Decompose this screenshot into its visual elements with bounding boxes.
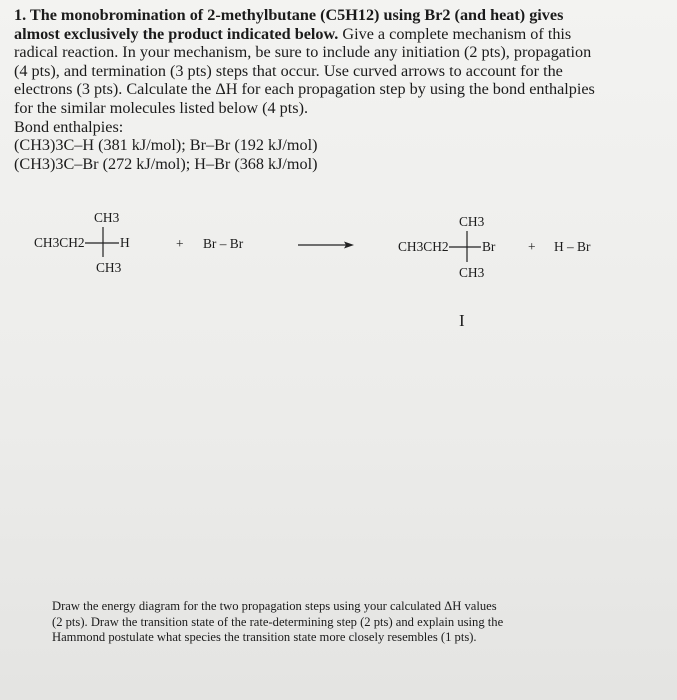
- reagent-bromine: Br – Br: [203, 236, 244, 251]
- product-top-methyl: CH3: [459, 214, 485, 229]
- question-line-4: (4 pts), and termination (3 pts) steps that occur. Use curved arrows to account for the: [14, 61, 563, 80]
- reactant-hydrogen: H: [120, 235, 130, 250]
- question-line-6: for the similar molecules listed below (4 pts).: [14, 98, 309, 117]
- question-line-2-rest: Give a complete mechanism of this: [338, 24, 572, 43]
- reactant-bottom-methyl: CH3: [96, 260, 122, 275]
- reactant-top-methyl: CH3: [94, 210, 120, 225]
- product-label: I: [459, 311, 465, 330]
- product-bromine: Br: [482, 239, 496, 254]
- footer-line-2: (2 pts). Draw the transition state of the rate-determining step (2 pts) and explain using the: [52, 614, 504, 629]
- product-bottom-methyl: CH3: [459, 265, 485, 280]
- plus-sign-2: +: [528, 239, 536, 254]
- question-line-2-bold: almost exclusively the product indicated below.: [14, 24, 339, 43]
- bond-enthalpies-header: Bond enthalpies:: [14, 117, 124, 136]
- question-line-1: 1. The monobromination of 2-methylbutane (C5H12) using Br2 (and heat) gives: [14, 6, 564, 24]
- question-line-5: electrons (3 pts). Calculate the ΔH for each propagation step by using the bond enthalpies: [14, 80, 595, 99]
- energy-diagram-instructions: [52, 599, 592, 646]
- plus-sign-1: +: [176, 236, 184, 251]
- question-line-3: radical reaction. In your mechanism, be sure to include any initiation (2 pts), propagation: [14, 43, 592, 62]
- bond-enthalpy-line-2: (CH3)3C–Br (272 kJ/mol); H–Br (368 kJ/mol): [14, 154, 318, 173]
- bond-enthalpy-line-1: (CH3)3C–H (381 kJ/mol); Br–Br (192 kJ/mol): [14, 136, 318, 155]
- footer-line-3: Hammond postulate what species the transition state more closely resembles (1 pts).: [52, 630, 477, 645]
- product-ethyl-group: CH3CH2: [398, 239, 449, 254]
- reactant-ethyl-group: CH3CH2: [34, 235, 85, 250]
- footer-line-1: Draw the energy diagram for the two propagation steps using your calculated ΔH values: [52, 599, 497, 613]
- byproduct-hbr: H – Br: [554, 239, 591, 254]
